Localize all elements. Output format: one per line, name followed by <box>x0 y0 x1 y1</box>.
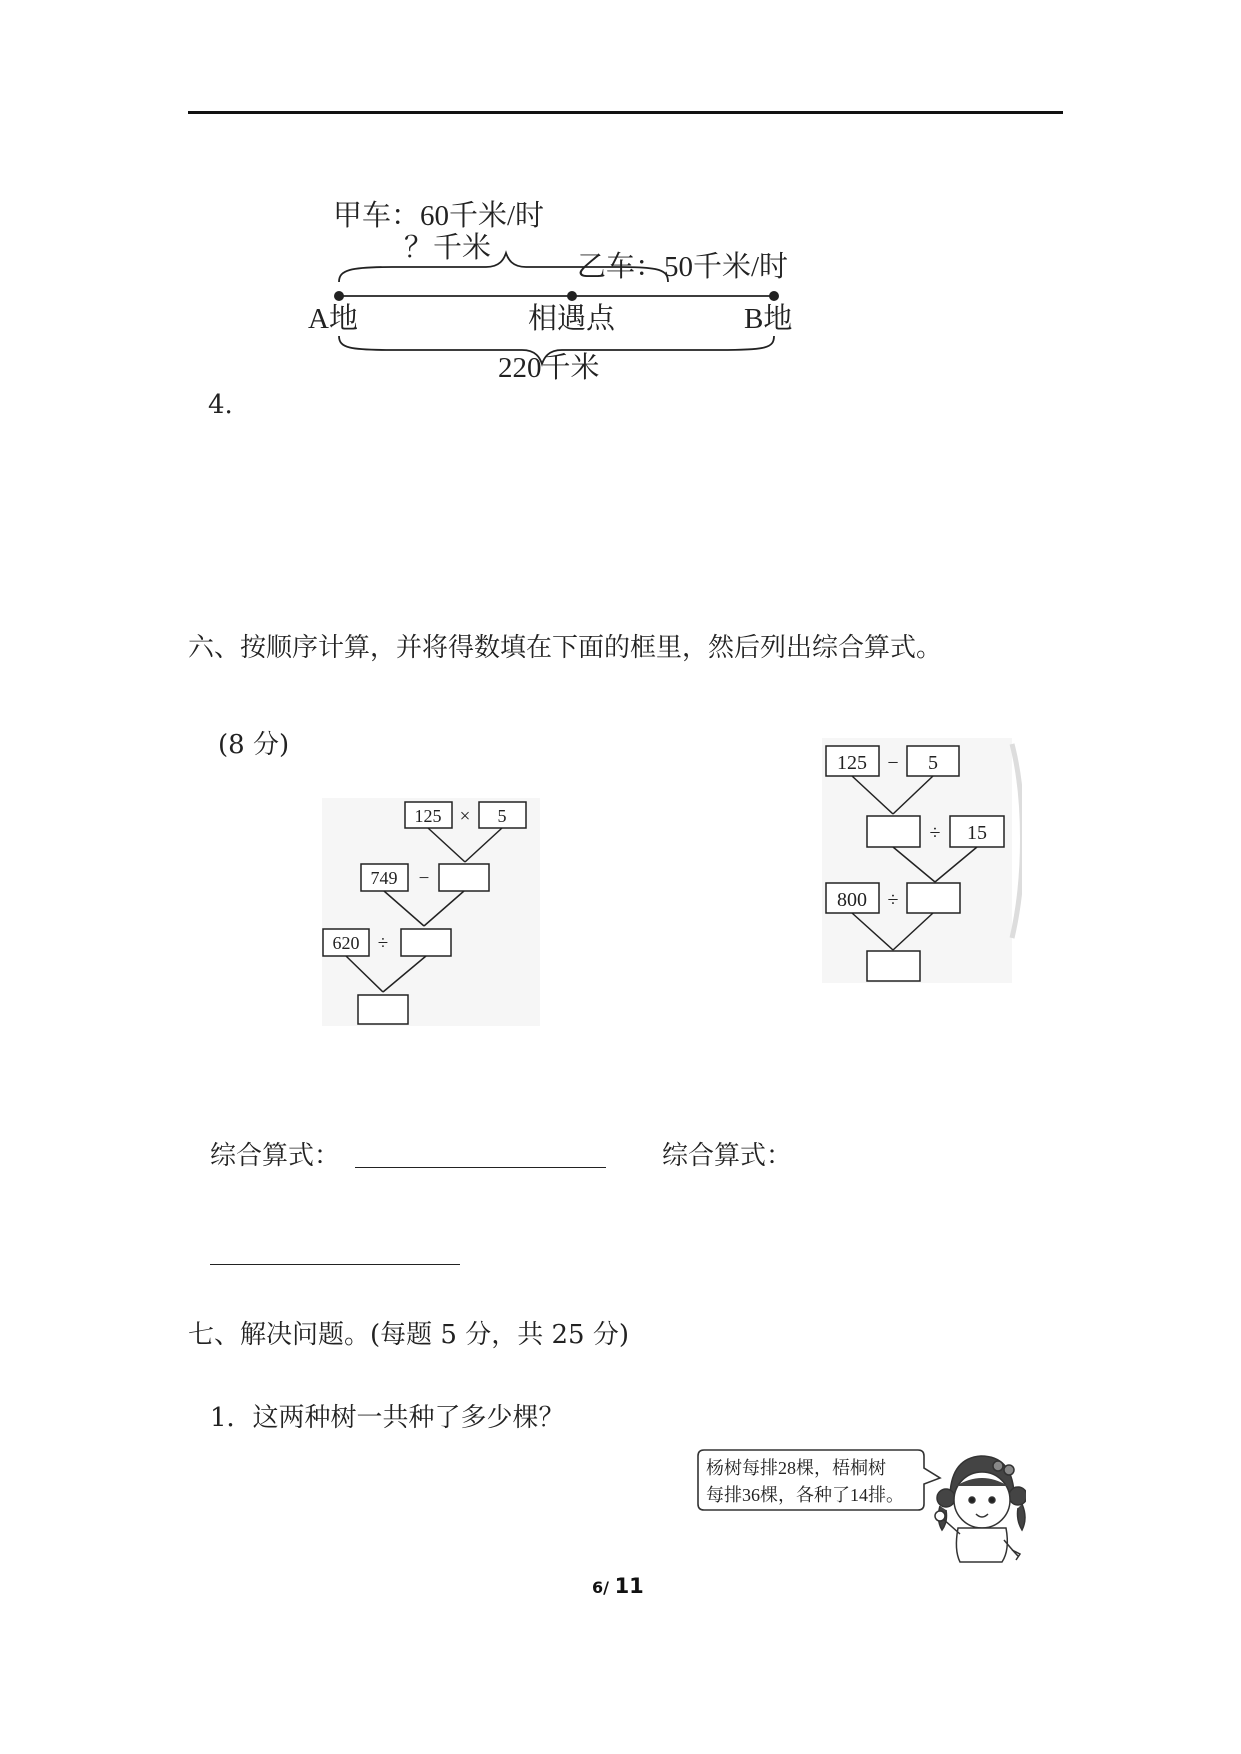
point-a-label: A地 <box>308 303 358 335</box>
meeting-diagram <box>300 195 820 390</box>
tree2-op3: ÷ <box>887 889 899 911</box>
meet-label: 相遇点 <box>528 303 616 335</box>
point-b-dot <box>769 291 779 301</box>
formula-label-1: 综合算式： <box>210 1141 341 1171</box>
formula-label-2: 综合算式： <box>662 1141 793 1171</box>
tree2-op2: ÷ <box>929 822 941 844</box>
girl-illustration <box>935 1456 1026 1562</box>
tree2-value-d: 800 <box>837 889 867 911</box>
tree1-value-d: 620 <box>332 933 360 953</box>
tree1-op2: − <box>418 868 430 889</box>
tree2-value-c: 15 <box>967 822 987 844</box>
page-number <box>592 1574 644 1598</box>
point-b-label: B地 <box>744 303 793 335</box>
tree1-value-b: 5 <box>497 806 507 826</box>
tree2-op1: − <box>887 752 899 774</box>
section7-title: 七、解决问题。(每题 5 分，共 25 分) <box>188 1320 629 1350</box>
page-total: 11 <box>614 1574 644 1598</box>
tree2-answer-box-final[interactable] <box>867 951 920 981</box>
bubble-line-2: 每排36棵，各种了14排。 <box>706 1485 904 1505</box>
page-current: 6/ <box>592 1578 609 1597</box>
section6-title: 六、按顺序计算，并将得数填在下面的框里，然后列出综合算式。 <box>188 633 943 663</box>
calc-tree-1 <box>322 798 540 1026</box>
total-distance: 220千米 <box>498 352 600 384</box>
point-a-dot <box>334 291 344 301</box>
meet-dot <box>567 291 577 301</box>
tree2-answer-box-2[interactable] <box>907 883 960 913</box>
formula-answer-line-1[interactable] <box>355 1167 606 1168</box>
formula-answer-line-2[interactable] <box>210 1264 460 1265</box>
tree1-value-a: 125 <box>414 806 442 826</box>
calc-tree-2 <box>822 738 1022 983</box>
unknown-distance: ？千米 <box>404 232 492 264</box>
header-rule <box>188 111 1063 114</box>
car-b-speed: 乙车：50千米/时 <box>577 251 789 283</box>
tree2-value-b: 5 <box>928 752 938 774</box>
tree2-answer-box-1[interactable] <box>867 816 920 847</box>
girl-with-speech-bubble <box>696 1444 1026 1574</box>
car-a-speed: 甲车：60千米/时 <box>333 200 545 232</box>
tree1-op3: ÷ <box>377 933 389 954</box>
scan-edge-shadow <box>1012 744 1022 938</box>
bubble-line-1: 杨树每排28棵，梧桐树 <box>706 1458 886 1478</box>
tree1-answer-box-final[interactable] <box>358 995 408 1024</box>
tree1-answer-box-2[interactable] <box>401 929 451 956</box>
tree2-value-a: 125 <box>837 752 867 774</box>
question-number: 4. <box>208 390 233 420</box>
tree1-op1: × <box>459 806 471 827</box>
tree1-value-c: 749 <box>370 868 398 888</box>
section7-question-1: 1．这两种树一共种了多少棵？ <box>210 1403 565 1433</box>
tree1-answer-box-1[interactable] <box>439 864 489 891</box>
section6-score: (8 分) <box>218 730 290 760</box>
